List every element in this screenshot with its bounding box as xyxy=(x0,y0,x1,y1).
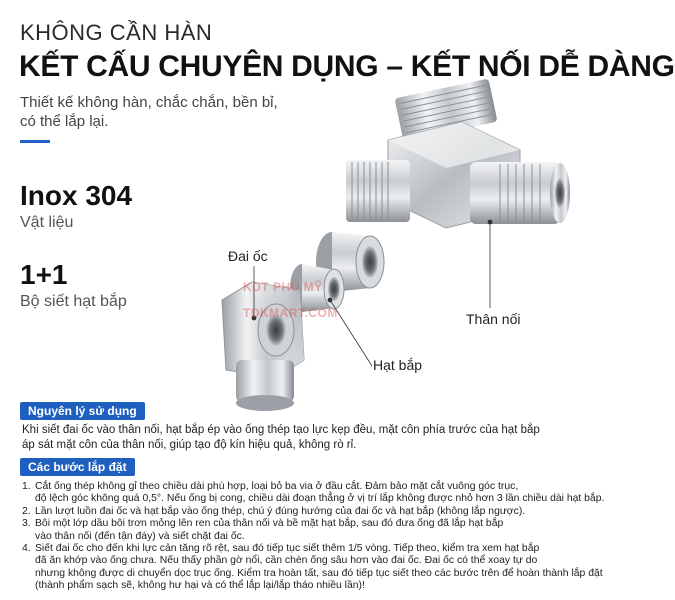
step-item xyxy=(22,506,597,518)
steps-tag: Các bước lắp đặt xyxy=(20,458,135,476)
step-number: 2. xyxy=(22,505,31,517)
step-line: Lần lượt luồn đai ốc và hạt bắp vào ống thép, chú ý đúng hướng của đai ốc và hạt bắp (không lắp ngược). xyxy=(35,505,526,517)
watermark-line: KDT PHÚ MỸ xyxy=(243,280,323,294)
step-number: 1. xyxy=(22,481,31,492)
callout-nut: Đai ốc xyxy=(228,248,268,264)
step-item xyxy=(22,543,603,593)
step-line: Cắt ống thép không gỉ theo chiều dài phù hợp, loại bỏ ba via ở đầu cắt. Đảm bảo mặt cắt vuông góc trục, xyxy=(35,481,519,492)
ferrule-set-label: Bộ siết hạt bắp xyxy=(20,293,127,310)
elbow-body-image xyxy=(346,79,570,228)
step-line: nhưng không được di chuyển dọc trục ống. Kiểm tra hoàn tất, sau đó tiếp tục siết theo các bước trên để hoàn thành lắp đặt xyxy=(35,567,603,579)
principle-text xyxy=(22,423,592,453)
description-line: Thiết kế không hàn, chắc chắn, bền bỉ, xyxy=(20,94,278,111)
principle-tag: Nguyên lý sử dụng xyxy=(20,402,145,420)
steps-list xyxy=(22,481,605,593)
step-line: độ lệch góc không quá 0,5°. Nếu ống bị cong, chiều dài đoạn thẳng ở vị trí lắp không được nhỏ hơn 3 lần chiều dài hạt bắp. xyxy=(35,493,605,505)
step-line: Bôi một lớp dầu bôi trơn mỏng lên ren của thân nối và bề mặt hạt bắp, sau đó đưa ống đã lắp hạt bắp xyxy=(35,518,504,530)
watermark-line: TDKMART.COM xyxy=(243,306,338,320)
step-item xyxy=(22,481,605,506)
material-label: Vật liệu xyxy=(20,214,74,231)
ferrule-set-value: 1+1 xyxy=(20,259,68,290)
step-number: 3. xyxy=(22,518,31,530)
principle-line: áp sát mặt côn của thân nối, giúp tạo độ kín hiệu quả, không rò rỉ. xyxy=(22,439,357,451)
step-line: đã ăn khớp vào ống chưa. Nếu thấy phần gờ nổi, cần chèn ống sâu hơn vào đai ốc. Đai ốc có thể xoay tự do xyxy=(35,555,538,567)
headline: KẾT CẤU CHUYÊN DỤNG – KẾT NỐI DỄ DÀNG xyxy=(19,50,675,83)
step-line: vào thân nối (đến tận đáy) và siết chặt đai ốc. xyxy=(35,530,245,542)
material-value: Inox 304 xyxy=(20,180,133,211)
principle-line: Khi siết đai ốc vào thân nối, hạt bắp ép vào ống thép tạo lực kẹp đều, mặt côn phía trước của hạt bắp xyxy=(22,424,540,436)
callout-ferrule: Hạt bắp xyxy=(373,357,423,373)
step-number: 4. xyxy=(22,543,31,555)
callout-body: Thân nối xyxy=(466,311,521,327)
description-line: có thể lắp lại. xyxy=(20,113,109,130)
nut-image xyxy=(222,282,304,411)
kicker-text: KHÔNG CẦN HÀN xyxy=(20,20,213,45)
step-line: (thành phẩm sạch sẽ, không hư hại và có thể lắp lại/lắp tháo nhiều lần)! xyxy=(35,580,365,592)
step-line: Siết đai ốc cho đến khi lực cản tăng rõ rệt, sau đó tiếp tục siết thêm 1/5 vòng. Tiếp theo, kiểm tra xem hạt bắp xyxy=(35,543,540,555)
step-item xyxy=(22,518,597,543)
